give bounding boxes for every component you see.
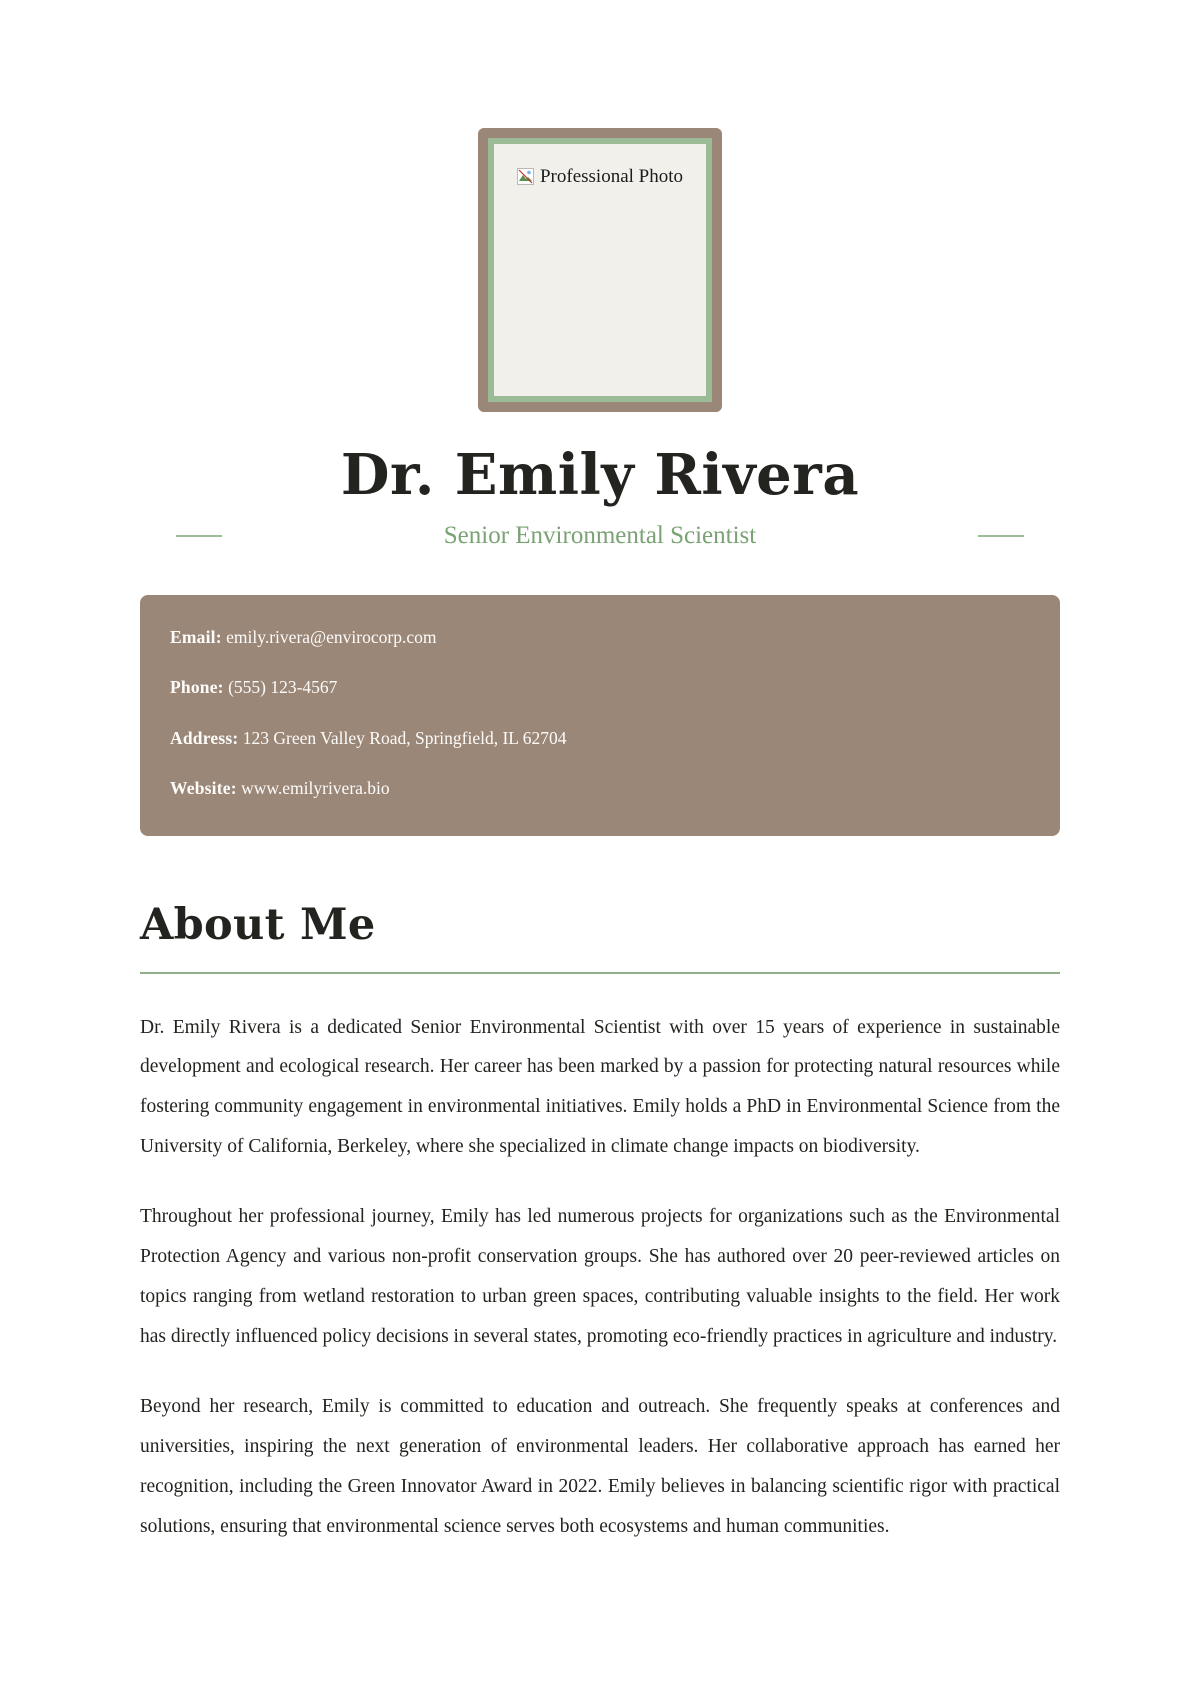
job-title: Senior Environmental Scientist [443, 522, 757, 549]
photo-placeholder [488, 138, 712, 402]
contact-phone [170, 675, 1030, 700]
contact-phone-label: Phone: [170, 677, 224, 698]
contact-email-value[interactable]: emily.rivera@envirocorp.com [226, 627, 437, 647]
about-me-section [140, 900, 1060, 1548]
photo-frame [478, 128, 722, 412]
about-paragraph-2: Throughout her professional journey, Emily has led numerous projects for organizations such as the Environmental Protection Agency and various non-profit conservation groups. She has authored over 20 peer-reviewed articles on topics ranging from wetland restoration to urban green spaces, contributing valuable insights to the field. Her work has directly influenced policy decisions in several states, promoting eco-friendly practices in agriculture and industry. [140, 1206, 1060, 1348]
contact-info-box [140, 595, 1060, 836]
contact-website [170, 776, 1030, 801]
contact-address [170, 726, 1030, 751]
about-me-heading: About Me [140, 899, 376, 950]
contact-email-label: Email: [170, 627, 222, 647]
contact-address-value: 123 Green Valley Road, Springfield, IL 62704 [242, 727, 567, 748]
contact-address-label: Address: [170, 727, 239, 748]
contact-email [170, 625, 1030, 650]
divider-right [978, 535, 1024, 537]
about-paragraph-3: Beyond her research, Emily is committed to education and outreach. She frequently speaks at conferences and universities, inspiring the next generation of environmental leaders. Her collaborative approach has earned her recognition, including the Green Innovator Award in 2022. Emily believes in balancing scientific rigor with practical solutions, ensuring that environmental science serves both ecosystems and human communities. [140, 1396, 1060, 1538]
page-title: Dr. Emily Rivera [340, 442, 860, 508]
contact-website-value[interactable]: www.emilyrivera.bio [241, 778, 390, 799]
broken-image-icon [517, 163, 534, 180]
contact-phone-value[interactable]: (555) 123-4567 [228, 677, 338, 698]
contact-website-label: Website: [170, 778, 237, 799]
photo-section [0, 0, 1200, 412]
subtitle-row [0, 522, 1200, 550]
photo-alt-label: Professional Photo [539, 166, 684, 187]
photo-alt-text [494, 160, 706, 194]
divider-left [176, 535, 222, 537]
section-divider [140, 972, 1060, 974]
about-paragraph-1: Dr. Emily Rivera is a dedicated Senior Environmental Scientist with over 15 years of experience in sustainable development and ecological research. Her career has been marked by a passion for protecting natural resources while fostering community engagement in environmental initiatives. Emily holds a PhD in Environmental Science from the University of California, Berkeley, where she specialized in climate change impacts on biodiversity. [140, 1016, 1060, 1158]
